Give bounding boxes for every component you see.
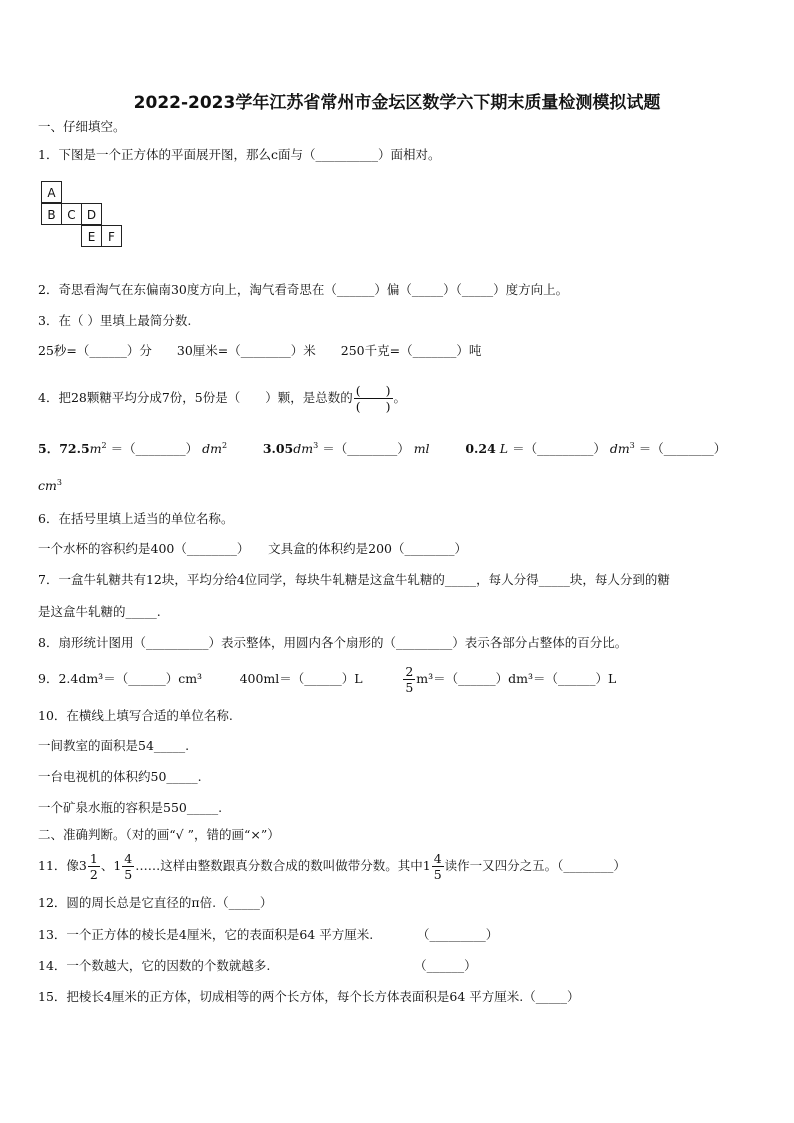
q5-blank: ＝（________） bbox=[110, 441, 199, 457]
q5-exp: 2 bbox=[221, 441, 228, 450]
question-11 bbox=[38, 845, 626, 887]
question-2: 2．奇思看淘气在东偏南30度方向上，淘气看奇思在（______）偏（_____）（_____）度方向上。 bbox=[38, 282, 569, 297]
question-10-item: 一个矿泉水瓶的容积是550_____. bbox=[38, 800, 223, 815]
q11-text: 、1 bbox=[100, 858, 122, 873]
net-face-e: E bbox=[81, 225, 102, 247]
question-3: 3．在（ ）里填上最简分数. bbox=[38, 313, 192, 328]
question-5-tail bbox=[38, 474, 62, 495]
question-5 bbox=[38, 437, 726, 458]
q5-unit: L bbox=[499, 441, 509, 457]
fraction-numerator: 4 bbox=[124, 851, 133, 866]
fraction-numerator: 2 bbox=[405, 664, 414, 679]
q5-part: 0.24 bbox=[465, 441, 496, 457]
question-10-item: 一台电视机的体积约50_____. bbox=[38, 769, 202, 784]
question-3-items: 25秒=（______）分 30厘米=（________）米 250千克=（_______）吨 bbox=[38, 343, 482, 358]
section-heading-judge: 二、准确判断。（对的画“√ ”，错的画“×”） bbox=[38, 827, 280, 842]
fraction-numerator: 4 bbox=[433, 851, 442, 866]
fraction-numerator: 1 bbox=[89, 851, 98, 866]
q5-unit: dm bbox=[609, 441, 630, 457]
q11-fraction bbox=[88, 851, 100, 882]
q11-text: 11．像3 bbox=[38, 858, 87, 873]
fraction-denominator: 2 bbox=[89, 867, 98, 882]
q5-part: 3.05 bbox=[262, 441, 294, 457]
question-4-text: 4．把28颗糖平均分成7份，5份是（ ）颗，是总数的 bbox=[38, 390, 353, 405]
page-title: 2022-2023学年江苏省常州市金坛区数学六下期末质量检测模拟试题 bbox=[133, 93, 661, 113]
q5-blank: ＝（________） bbox=[322, 441, 410, 457]
question-10: 10．在横线上填写合适的单位名称. bbox=[38, 708, 233, 723]
question-9-fraction bbox=[403, 664, 415, 695]
fraction-denominator: ( ) bbox=[355, 399, 391, 414]
question-7-line-1: 7．一盒牛轧糖共有12块，平均分给4位同学，每块牛轧糖是这盒牛轧糖的_____，每人分得_____块，每人分到的糖 bbox=[38, 572, 670, 587]
q11-fraction bbox=[122, 851, 134, 882]
fraction-denominator: 5 bbox=[433, 867, 442, 882]
question-9-part-1: 9．2.4dm³＝（______）cm³ 400ml＝（______）L bbox=[38, 671, 363, 686]
q5-exp: 3 bbox=[629, 441, 635, 450]
fraction-numerator: ( ) bbox=[355, 383, 391, 398]
q11-text: 读作一又四分之五。（________） bbox=[444, 858, 626, 873]
question-7-line-2: 是这盒牛轧糖的_____. bbox=[38, 604, 161, 619]
net-face-a: A bbox=[41, 181, 62, 203]
question-9-part-2: m³＝（______）dm³＝（______）L bbox=[416, 671, 617, 686]
q5-tail-exp: 3 bbox=[56, 478, 62, 487]
q11-text: ……这样由整数跟真分数合成的数叫做带分数。其中1 bbox=[135, 858, 431, 873]
fraction-denominator: 5 bbox=[405, 680, 414, 695]
question-6-items: 一个水杯的容积约是400（________） 文具盒的体积约是200（________） bbox=[38, 541, 467, 556]
question-12: 12．圆的周长总是它直径的π倍.（_____） bbox=[38, 895, 273, 910]
q5-exp: 2 bbox=[101, 441, 107, 450]
q5-tail-unit: cm bbox=[38, 478, 57, 494]
question-8: 8．扇形统计图用（__________）表示整体，用圆内各个扇形的（_________）表示各部分占整体的百分比。 bbox=[38, 635, 628, 650]
q11-fraction bbox=[432, 851, 444, 882]
question-6: 6．在括号里填上适当的单位名称。 bbox=[38, 511, 234, 526]
question-4-fraction bbox=[354, 383, 393, 414]
question-9 bbox=[38, 658, 616, 700]
question-1: 1．下图是一个正方体的平面展开图，那么c面与（__________）面相对。 bbox=[38, 147, 441, 162]
question-10-item: 一间教室的面积是54_____. bbox=[38, 738, 190, 753]
q5-exp: 3 bbox=[313, 441, 319, 450]
question-4-end: 。 bbox=[393, 390, 407, 405]
q5-unit: m bbox=[89, 441, 102, 457]
q5-unit: ml bbox=[413, 441, 430, 457]
question-15: 15．把棱长4厘米的正方体，切成相等的两个长方体，每个长方体表面积是64 平方厘米.（_____） bbox=[38, 989, 580, 1004]
q5-blank: ＝（________） bbox=[638, 441, 727, 457]
q5-part: 5．72.5 bbox=[38, 441, 90, 457]
question-4 bbox=[38, 376, 406, 420]
question-13: 13．一个正方体的棱长是4厘米，它的表面积是64 平方厘米. （_________） bbox=[38, 927, 499, 942]
q5-blank: ＝（_________） bbox=[512, 441, 606, 457]
q5-unit: dm bbox=[202, 441, 222, 457]
net-face-b: B bbox=[41, 203, 62, 225]
question-14: 14．一个数越大，它的因数的个数就越多. （______） bbox=[38, 958, 477, 973]
net-face-d: D bbox=[81, 203, 102, 225]
net-face-f: F bbox=[101, 225, 122, 247]
q5-unit: dm bbox=[293, 441, 314, 457]
cube-net-diagram bbox=[38, 180, 128, 265]
fraction-denominator: 5 bbox=[124, 867, 133, 882]
net-face-c: C bbox=[61, 203, 82, 225]
section-heading-fill: 一、仔细填空。 bbox=[38, 119, 126, 134]
